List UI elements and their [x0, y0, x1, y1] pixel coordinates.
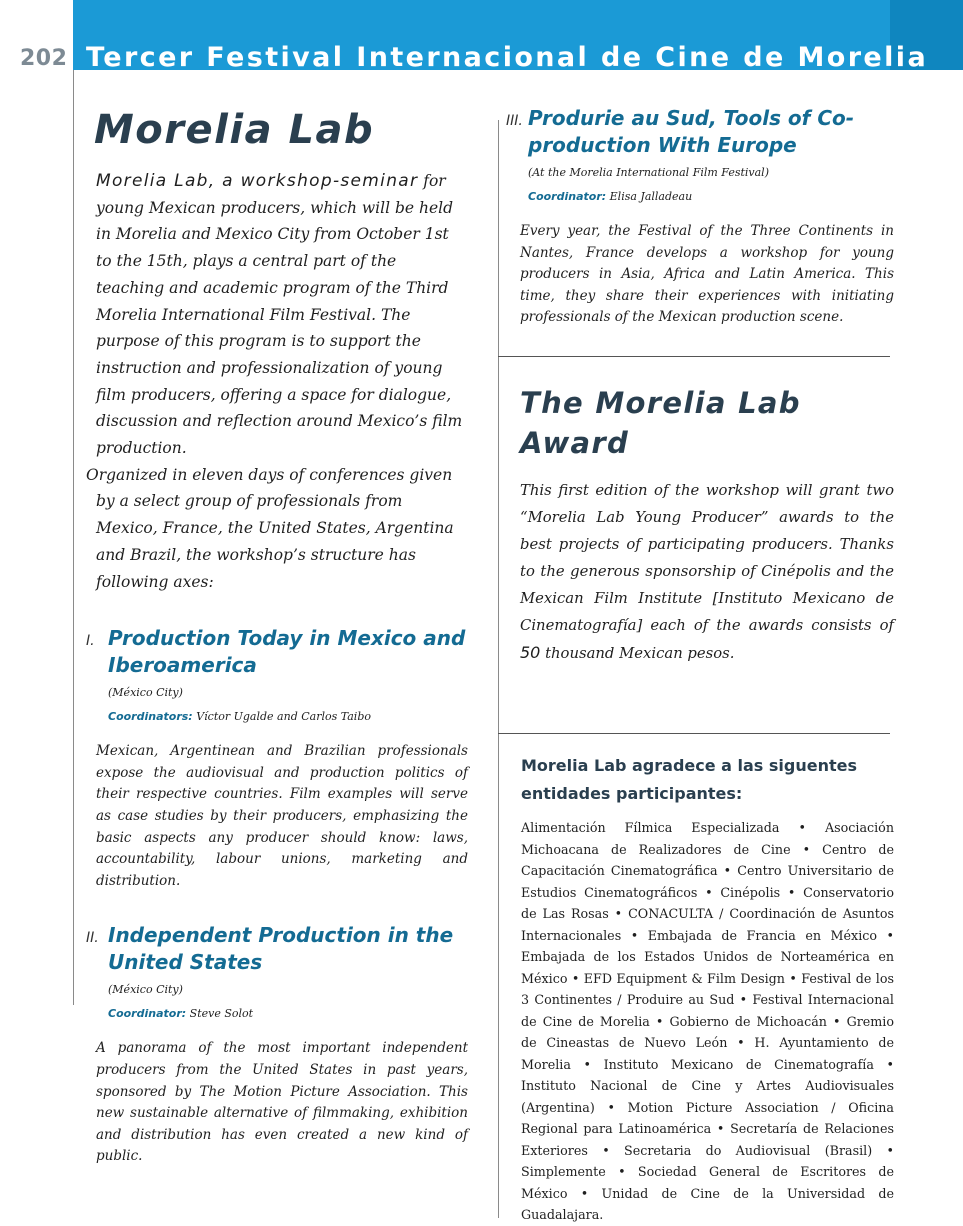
thanks-section: [506, 752, 894, 1226]
coordinators-names: Elisa Jalladeau: [609, 190, 693, 203]
coordinators-names: Steve Solot: [189, 1007, 254, 1021]
coordinators-label: Coordinators:: [108, 710, 193, 724]
section-location: (At the Morelia International Film Festival): [528, 166, 769, 179]
section-body: A panorama of the most important independent producers from the United States in past years, sponsored by The Motion Picture Association. This new sustainable alternative of filmmaking, exhibition and distribution has even created a new kind of public.: [96, 1040, 468, 1165]
section-title-subtitle: Tools of Co-production With Europe: [528, 106, 855, 157]
running-header-title: Tercer Festival Internacional de Cine de Morelia: [86, 42, 929, 70]
award-amount: 50: [520, 643, 541, 662]
award-text: This first edition of the workshop will grant two “Morelia Lab Young Producer” awards to the best projects of participating producers. Thanks to the generous sponsorship of Cinépolis and the Mexican Film Institute [Instituto Mexicano de Cinematografía] each of the awards consists of: [520, 482, 894, 634]
section-produire-au-sud: [506, 105, 894, 329]
page-number: 202: [20, 46, 68, 71]
left-margin-rule: [73, 70, 74, 1005]
section-body: Mexican, Argentinean and Brazilian professionals expose the audiovisual and production politics of their respective countries. Film examples will serve as case studies by their producers, emphasizing the basic aspects any producer should know: laws, accountability, labour unions, marketing and distribution.: [96, 743, 468, 889]
award-text-end: thousand Mexican pesos.: [540, 645, 735, 662]
section-numeral: II.: [86, 930, 99, 947]
section-location: (México City): [108, 686, 183, 700]
section-coordinators: [528, 186, 894, 207]
section-divider-rule: [498, 356, 890, 357]
coordinators-names: Víctor Ugalde and Carlos Taibo: [196, 710, 371, 724]
right-column: [506, 105, 894, 1222]
section-numeral: I.: [86, 633, 95, 650]
column-divider-rule: [498, 120, 499, 1218]
section-coordinators: [108, 1003, 468, 1024]
section-production-today: [86, 625, 468, 892]
award-section: [506, 383, 894, 667]
section-title: Independent Production in the United States: [108, 923, 454, 975]
award-title: The Morelia Lab Award: [520, 386, 801, 460]
left-column: [86, 100, 468, 1168]
structure-paragraph: Organized in eleven days of conferences given by a select group of professionals from Mexico, France, the United States, Argentina and Brazil, the workshop’s structure has following axes:: [86, 465, 454, 591]
section-body: Every year, the Festival of the Three Continents in Nantes, France develops a workshop for young producers in Asia, Africa and Latin America. This time, they share their experiences with initiating professionals of the Mexican production scene.: [520, 223, 894, 326]
section-independent-production: [86, 922, 468, 1168]
coordinators-label: Coordinator:: [108, 1007, 187, 1021]
intro-lead: Morelia Lab, a workshop-seminar: [96, 171, 419, 191]
article-title: Morelia Lab: [94, 107, 375, 153]
intro-text: for young Mexican producers, which will be held in Morelia and Mexico City from October 1st to the 15th, plays a central part of the teaching and academic program of the Third Morelia International Film Festival. The purpose of this program is to support the instruction and professionalization of young film producers, offering a space for dialogue, discussion and reflection around Mexico’s film production.: [96, 172, 463, 458]
section-divider-rule: [498, 733, 890, 734]
section-title-main: Produrie au Sud,: [528, 106, 717, 130]
coordinators-label: Coordinator:: [528, 190, 607, 203]
section-coordinators: [108, 706, 468, 727]
thanks-title: Morelia Lab agradece a las siguentes entidades participantes:: [521, 756, 858, 803]
thanks-list: Alimentación Fílmica Especializada • Asociación Michoacana de Realizadores de Cine • Centro de Capacitación Cinematográfica • Centro Universitario de Estudios Cinematográficos • Cinépolis • Conservatorio de Las Rosas • CONACULTA / Coordinación de Asuntos Internacionales • Embajada de Francia en México • Embajada de los Estados Unidos de Norteamérica en México • EFD Equipment & Film Design • Festival de los 3 Continentes / Produire au Sud • Festival Internacional de Cine de Morelia • Gobierno de Michoacán • Gremio de Cineastas de Nuevo León • H. Ayuntamiento de Morelia • Instituto Mexicano de Cinematografía • Instituto Nacional de Cine y Artes Audiovisuales (Argentina) • Motion Picture Association / Oficina Regional para Latinoamérica • Secretaría de Relaciones Exteriores • Secretaria do Audiovisual (Brasil) • Simplemente • Sociedad General de Escritores de México • Unidad de Cine de la Universidad de Guadalajara.: [521, 820, 894, 1222]
award-body: [520, 477, 894, 667]
section-location: (México City): [108, 983, 183, 997]
section-numeral: III.: [506, 113, 523, 129]
section-title: Production Today in Mexico and Iberoamerica: [108, 626, 466, 678]
intro-paragraph: [96, 168, 468, 462]
